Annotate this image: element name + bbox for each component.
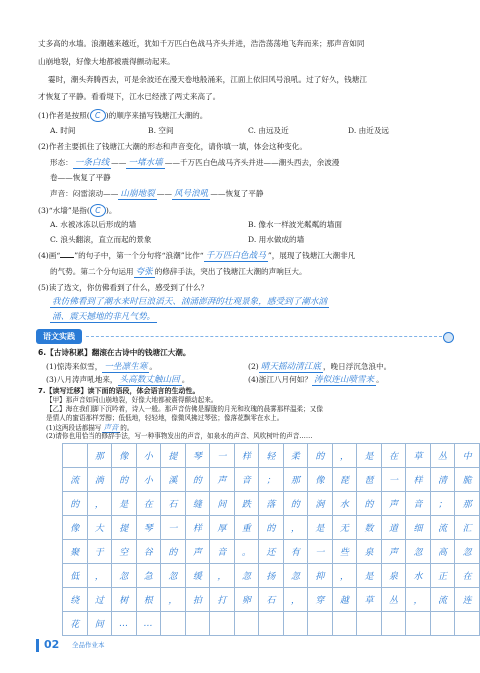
question-1: (1)作者是按照( C )的顺序来描写钱塘江大潮的。 <box>38 111 208 120</box>
grid-cell: 是 <box>357 564 382 588</box>
grid-cell: 水 <box>332 492 357 516</box>
page-number: 02 <box>44 638 60 651</box>
grid-cell: 一 <box>210 444 235 468</box>
question-3: (3)“水墙”是指( C )。 <box>38 206 117 215</box>
grid-cell: 间 <box>210 492 235 516</box>
grid-cell: … <box>136 612 161 636</box>
grid-cell: 草 <box>406 444 431 468</box>
grid-cell: 大 <box>87 516 112 540</box>
option-a: A. 时间 <box>50 126 76 135</box>
option-d: D. 由近及远 <box>348 126 390 135</box>
answer-q4-1: 千万匹白色战马 <box>205 251 266 261</box>
grid-cell: 琴 <box>136 516 161 540</box>
grid-cell <box>185 612 210 636</box>
passage-line: 丈多高的水墙。浪潮越来越近，犹如千万匹白色战马齐头并进，浩浩荡荡地飞奔而来；那声音如同 <box>38 39 365 48</box>
grid-cell: 的 <box>283 492 308 516</box>
grid-cell: 忽 <box>234 564 259 588</box>
answer-q7-1: 声音 <box>103 423 119 432</box>
grid-cell: 是 <box>112 492 137 516</box>
grid-cell: ， <box>87 564 112 588</box>
grid-cell: ， <box>332 444 357 468</box>
grid-cell: 提 <box>112 516 137 540</box>
grid-cell: 是 <box>308 516 333 540</box>
grid-cell: 跌 <box>234 492 259 516</box>
question-7-passage: 【乙】海在我们脚下沉吟着，诗人一般。那声音仿佛是朦胧的月光和玫瑰的晨雾那样温柔；又像 <box>46 405 323 413</box>
grid-cell: 忽 <box>283 564 308 588</box>
grid-cell: 一 <box>381 468 406 492</box>
grid-cell: 石 <box>161 492 186 516</box>
grid-cell: 落 <box>259 492 284 516</box>
answer-q3: C <box>90 204 106 217</box>
grid-cell <box>259 612 284 636</box>
grid-cell: 过 <box>87 588 112 612</box>
answer-q5-line1: 我仿佛看到了潮水来时巨浪滔天、汹涌澎湃的壮观景象，感受到了潮水汹 <box>52 297 328 307</box>
grid-cell: 那 <box>455 492 480 516</box>
option-b: B. 像水一样波光粼粼的墙面 <box>248 220 342 229</box>
grid-cell: 流 <box>430 516 455 540</box>
grid-cell: 小 <box>136 468 161 492</box>
answer-q6-3: 头高数丈触山回 <box>119 375 180 385</box>
question-6-item: (4)浙江八月何如？ 涛似连山喷雪来 。 <box>248 375 384 385</box>
grid-cell: 像 <box>308 468 333 492</box>
grid-cell: 琶 <box>357 468 382 492</box>
grid-cell: 流 <box>63 468 88 492</box>
answer-q2-3: 山崩地裂 <box>120 189 155 199</box>
grid-row <box>63 516 480 540</box>
question-2-sound: 声音：闷雷滚动—— 山崩地裂 —— 风号浪吼 ——恢复了平静 <box>50 189 264 199</box>
grid-cell: 草 <box>357 588 382 612</box>
option-c: C. 由远及近 <box>248 126 289 135</box>
grid-cell: 的 <box>63 492 88 516</box>
grid-cell <box>210 612 235 636</box>
grid-cell: 于 <box>87 540 112 564</box>
grid-row <box>63 468 480 492</box>
passage-line: 才恢复了平静。看看堤下，江水已经涨了两丈来高了。 <box>38 92 221 101</box>
grid-cell <box>406 612 431 636</box>
grid-cell: 些 <box>332 540 357 564</box>
grid-cell: 音 <box>234 468 259 492</box>
answer-q6-2: 晴天摇动清江底 <box>260 362 321 372</box>
grid-cell: 打 <box>210 588 235 612</box>
question-7-title: 7.【读写迁移】读下面的语段，体会语言的生动性。 <box>38 387 200 395</box>
grid-cell: 丛 <box>381 588 406 612</box>
grid-cell: 的 <box>259 516 284 540</box>
grid-row <box>63 444 480 468</box>
grid-cell: 谷 <box>136 540 161 564</box>
question-2-cont: 卷——恢复了平静 <box>50 173 111 182</box>
question-7-sub2: (2)请你也用恰当的修辞手法，写一种事物发出的声音，如泉水的声音、风吹树叶的声音…… <box>46 432 313 440</box>
question-6-item: (3)八月涛声吼地来， 头高数丈触山回 。 <box>46 375 190 385</box>
grid-cell: ， <box>406 588 431 612</box>
answer-q6-4: 涛似连山喷雪来 <box>313 375 375 385</box>
grid-cell: 丛 <box>430 444 455 468</box>
grid-cell: 样 <box>406 468 431 492</box>
divider <box>86 336 442 337</box>
grid-cell: 中 <box>455 444 480 468</box>
grid-cell: … <box>112 612 137 636</box>
grid-cell: 抑 <box>308 564 333 588</box>
grid-cell: 。 <box>234 540 259 564</box>
grid-row <box>63 612 480 636</box>
option-d: D. 用水做成的墙 <box>248 235 305 244</box>
question-5: (5)读了选文，你仿佛看到了什么，感受到了什么？ <box>38 283 209 292</box>
grid-cell: 泉 <box>357 540 382 564</box>
passage-line: 霎时，潮头奔腾西去，可是余波还在漫天卷地般涌来，江面上依旧风号浪吼。过了好久，钱塘江 <box>48 75 367 84</box>
circle-icon <box>443 332 454 343</box>
grid-cell: 忽 <box>161 564 186 588</box>
grid-cell: 那 <box>283 468 308 492</box>
grid-cell: 忽 <box>455 540 480 564</box>
grid-cell: 泉 <box>381 564 406 588</box>
option-c: C. 浪头翻滚，直立而起的景象 <box>50 235 152 244</box>
grid-cell <box>357 612 382 636</box>
grid-cell: 的 <box>161 540 186 564</box>
grid-cell: 扬 <box>259 564 284 588</box>
question-6-item: (1)惊涛来似雪， 一坐凛生寒 。 <box>46 362 157 372</box>
answer-q4-2: 夸张 <box>135 267 153 277</box>
grid-row <box>63 588 480 612</box>
grid-cell: 有 <box>283 540 308 564</box>
grid-cell: 空 <box>112 540 137 564</box>
grid-cell: 拍 <box>185 588 210 612</box>
question-4-cont: 的气势。第二个分句运用 夸张 的修辞手法，突出了钱塘江大潮的声响巨大。 <box>50 267 307 277</box>
grid-cell: 卵 <box>234 588 259 612</box>
grid-cell <box>161 612 186 636</box>
grid-cell: 缓 <box>185 564 210 588</box>
grid-cell: 那 <box>87 444 112 468</box>
grid-cell <box>283 612 308 636</box>
grid-cell <box>381 612 406 636</box>
writing-grid <box>62 443 480 636</box>
grid-cell: 花 <box>63 612 88 636</box>
grid-cell: ； <box>430 492 455 516</box>
grid-cell: 连 <box>455 588 480 612</box>
grid-cell: 数 <box>357 516 382 540</box>
grid-cell: 在 <box>455 564 480 588</box>
grid-row <box>63 564 480 588</box>
grid-cell: 高 <box>430 540 455 564</box>
grid-cell <box>455 612 480 636</box>
grid-cell: 在 <box>381 444 406 468</box>
grid-cell: 溪 <box>161 468 186 492</box>
grid-cell: 细 <box>406 516 431 540</box>
grid-cell: 提 <box>161 444 186 468</box>
answer-q5-line2: 涌、震天撼地的非凡气势。 <box>52 312 156 322</box>
grid-cell: 水 <box>406 564 431 588</box>
question-7-passage: 是情人的蜜语那样芳醇；低低地，轻轻地，像微风拂过琴弦；像落花飘零在水上。 <box>46 414 284 422</box>
grid-cell: 缝 <box>185 492 210 516</box>
grid-cell: 脆 <box>455 468 480 492</box>
grid-cell: 声 <box>381 492 406 516</box>
grid-cell: 小 <box>136 444 161 468</box>
grid-cell: 在 <box>136 492 161 516</box>
grid-cell: 淌 <box>87 468 112 492</box>
grid-cell: 石 <box>259 588 284 612</box>
grid-cell: 的 <box>308 444 333 468</box>
grid-cell: ， <box>283 516 308 540</box>
grid-cell: 的 <box>112 468 137 492</box>
grid-cell: 像 <box>63 516 88 540</box>
grid-cell <box>234 612 259 636</box>
grid-cell: 厚 <box>210 516 235 540</box>
grid-cell: 穿 <box>308 588 333 612</box>
question-4: (4)画“ ”的句子中，第一个分句将“浪潮”比作“ 千万匹白色战马 ”，展现了钱塘江大潮非凡 <box>38 251 356 261</box>
book-name: 全品作业本 <box>72 641 105 649</box>
grid-cell: 忽 <box>406 540 431 564</box>
grid-cell: 重 <box>234 516 259 540</box>
question-7-passage: 【甲】那声音如同山崩地裂，好像大地都被震得颤动起来。 <box>46 396 218 404</box>
section-tag: 语文实践 <box>36 329 82 344</box>
grid-cell: 树 <box>112 588 137 612</box>
grid-cell <box>332 612 357 636</box>
grid-cell: 轻 <box>259 444 284 468</box>
grid-cell: 间 <box>87 612 112 636</box>
grid-cell: 涧 <box>308 492 333 516</box>
grid-cell: 像 <box>112 444 137 468</box>
answer-q1: C <box>90 109 106 122</box>
grid-cell: 一 <box>308 540 333 564</box>
question-7-sub1: (1)这两段话都描写 声音 的。 <box>46 423 134 432</box>
grid-cell: 绕 <box>63 588 88 612</box>
grid-cell: ， <box>87 492 112 516</box>
grid-cell: 的 <box>185 468 210 492</box>
grid-cell: 音 <box>210 540 235 564</box>
grid-cell: 样 <box>185 516 210 540</box>
grid-cell: 汇 <box>455 516 480 540</box>
grid-cell <box>430 612 455 636</box>
grid-cell: 的 <box>357 492 382 516</box>
grid-cell: ， <box>332 564 357 588</box>
grid-cell: ； <box>259 468 284 492</box>
grid-cell: 样 <box>234 444 259 468</box>
section-header <box>36 329 454 344</box>
question-6-title: 6.【古诗积累】翻滚在古诗中的钱塘江大潮。 <box>38 348 191 357</box>
grid-cell: 声 <box>210 468 235 492</box>
grid-cell: 低 <box>63 564 88 588</box>
grid-cell: 聚 <box>63 540 88 564</box>
answer-q2-2: 一堵水墙 <box>128 158 163 168</box>
grid-cell: 正 <box>430 564 455 588</box>
grid-cell: 无 <box>332 516 357 540</box>
option-a: A. 水被冰冻以后形成的墙 <box>50 220 137 229</box>
grid-cell: 声 <box>185 540 210 564</box>
grid-cell: 清 <box>430 468 455 492</box>
grid-cell: 根 <box>136 588 161 612</box>
grid-cell: ， <box>210 564 235 588</box>
grid-cell: 忽 <box>112 564 137 588</box>
grid-cell: 琴 <box>185 444 210 468</box>
grid-cell: 声 <box>381 540 406 564</box>
grid-row <box>63 540 480 564</box>
grid-cell: 急 <box>136 564 161 588</box>
grid-cell: 音 <box>406 492 431 516</box>
grid-cell: 柔 <box>283 444 308 468</box>
grid-cell: 一 <box>161 516 186 540</box>
question-6-item: (2) 晴天摇动清江底 ，晚日浮沉急浪中。 <box>248 362 392 372</box>
grid-cell: ， <box>161 588 186 612</box>
grid-cell: 越 <box>332 588 357 612</box>
grid-cell: 道 <box>381 516 406 540</box>
grid-cell: 流 <box>430 588 455 612</box>
grid-cell: ， <box>283 588 308 612</box>
question-2-form: 形态： 一条白线 —— 一堵水墙 ——千万匹白色战马齐头并进——潮头西去，余波漫 <box>50 158 340 168</box>
grid-cell: 琵 <box>332 468 357 492</box>
question-2: (2)作者主要抓住了钱塘江大潮的形态和声音变化，请你填一填，体会这种变化。 <box>38 142 307 151</box>
grid-row <box>63 492 480 516</box>
answer-q2-4: 风号浪吼 <box>173 189 209 199</box>
grid-cell: 还 <box>259 540 284 564</box>
grid-cell <box>63 444 88 468</box>
answer-q6-1: 一坐凛生寒 <box>104 362 148 372</box>
grid-cell <box>308 612 333 636</box>
footer-bar <box>36 639 39 652</box>
passage-line: 山崩地裂，好像大地都被震得颤动起来。 <box>38 57 175 66</box>
option-b: B. 空间 <box>148 126 174 135</box>
answer-q2-1: 一条白线 <box>74 158 110 168</box>
grid-cell: 是 <box>357 444 382 468</box>
